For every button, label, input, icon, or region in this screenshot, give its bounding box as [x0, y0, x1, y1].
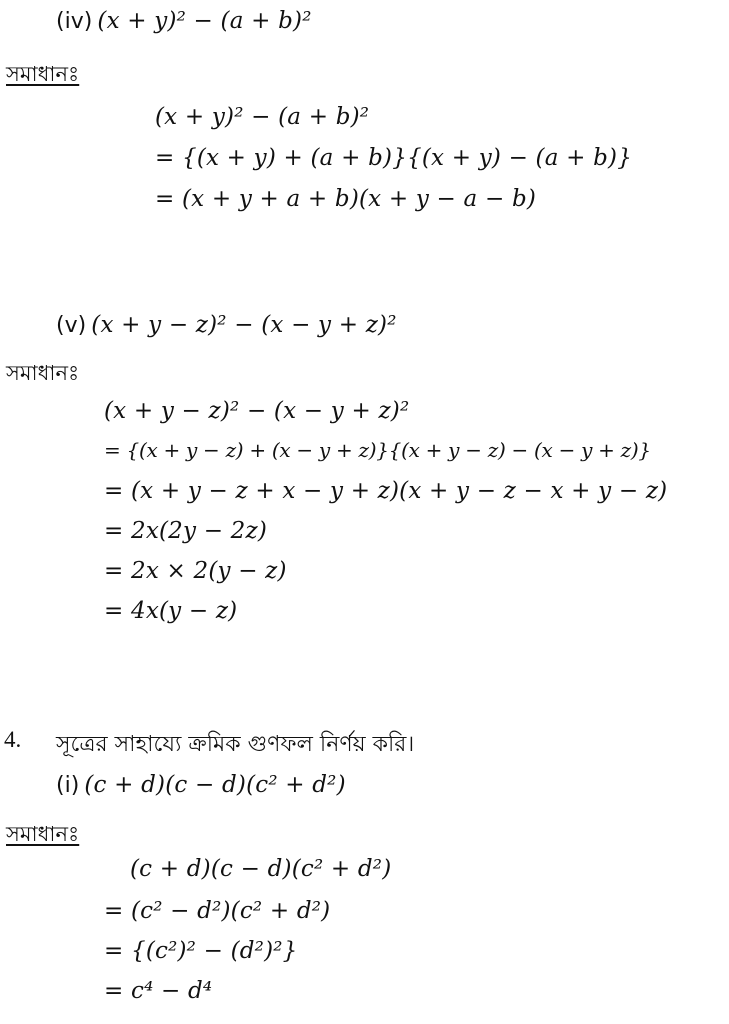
question-iv-label: (iv) — [56, 9, 93, 34]
step-4-i-1: (c + d)(c − d)(c² + d²) — [130, 856, 392, 882]
step-v-2: = {(x + y − z) + (x − y + z)}{(x + y − z) − (x − y + z)} — [104, 438, 651, 462]
step-iv-3: = (x + y + a + b)(x + y − a − b) — [155, 186, 537, 212]
question-4-i — [56, 772, 346, 798]
solution-label-v: সমাধানঃ — [6, 361, 80, 385]
step-v-1: (x + y − z)² − (x − y + z)² — [104, 398, 410, 424]
question-4-text: সূত্রের সাহায্যে ক্রমিক গুণফল নির্ণয় করি। — [56, 732, 415, 757]
solution-label-iv: সমাধানঃ — [6, 62, 80, 86]
question-v-expression: (x + y − z)² − (x − y + z)² — [91, 312, 397, 338]
step-iv-1: (x + y)² − (a + b)² — [155, 104, 370, 130]
question-4-number: 4. — [4, 727, 22, 752]
step-v-3: = (x + y − z + x − y + z)(x + y − z − x + y − z) — [104, 478, 668, 504]
question-4-i-expression: (c + d)(c − d)(c² + d²) — [84, 772, 346, 798]
solution-label-4-i: সমাধানঃ — [6, 822, 80, 846]
step-v-5: = 2x × 2(y − z) — [104, 558, 287, 584]
step-iv-2: = {(x + y) + (a + b)}{(x + y) − (a + b)} — [155, 145, 633, 171]
step-4-i-4: = c⁴ − d⁴ — [104, 978, 213, 1004]
step-4-i-2: = (c² − d²)(c² + d²) — [104, 898, 331, 924]
question-v — [56, 312, 397, 338]
question-v-label: (v) — [56, 313, 87, 338]
step-v-6: = 4x(y − z) — [104, 598, 238, 624]
question-4-i-label: (i) — [56, 773, 80, 798]
step-v-4: = 2x(2y − 2z) — [104, 518, 268, 544]
question-iv — [56, 8, 312, 34]
question-iv-expression: (x + y)² − (a + b)² — [97, 8, 312, 34]
step-4-i-3: = {(c²)² − (d²)²} — [104, 938, 298, 964]
